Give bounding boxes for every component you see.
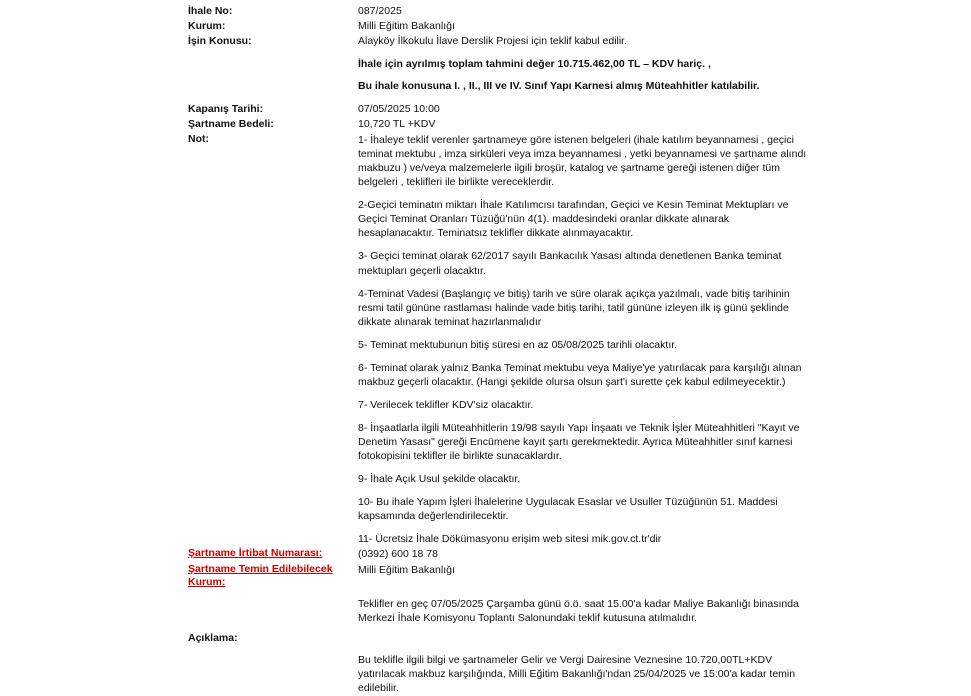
note-item: 2-Geçici teminatın miktarı İhale Katılımcısı tarafından, Geçici ve Kesin Teminat Mektupları ve Geçici Teminat Oranları Tüzüğü'nün 4(1). maddesindeki oranlar dikkate alınarak hesaplanacaktır. Teminatsız teklifler dikkate alınmayacaktır. <box>358 199 789 240</box>
notes-list <box>358 133 808 546</box>
field-row-not <box>188 133 808 546</box>
note-item: 8- İnşaatlarla ilgili Müteahhitlerin 19/98 sayılı Yapı İnşaatı ve Teknik İşler Müteahhitleri "Kayıt ve Denetim Yasası" gereği Encümene kayıt şartı gerekmektedir. Ayrıca Müteahhitler sınıf karnesi fotokopisini teklifler ile birlikte sunacaklardır. <box>358 422 800 463</box>
note-item: 10- Bu ihale Yapım İşleri İhalelerine Uygulacak Esaslar ve Usuller Tüzüğünün 51. Maddesi kapsamında değerlendirilecektir. <box>358 496 778 523</box>
field-row-kapanis-tarihi <box>188 103 808 117</box>
field-row-isin-konusu <box>188 35 808 49</box>
field-value: (0392) 600 18 78 <box>358 548 438 561</box>
field-label: İhale No: <box>188 5 233 17</box>
field-label: Kapanış Tarihi: <box>188 103 264 116</box>
note-item: 3- Geçici teminat olarak 62/2017 sayılı Bankacılık Yasası altında denetlenen Banka teminat mektupları geçerli olacaktır. <box>358 250 782 277</box>
tender-notice <box>188 5 808 696</box>
field-label-not: Not: <box>188 133 209 146</box>
field-value: 07/05/2025 10:00 <box>358 103 440 116</box>
note-item: 6- Teminat olarak yalnız Banka Teminat mektubu veya Maliye'ye yatırılacak para karşılığı alınan makbuz geçerli olacaktır. (Hangi şekilde olursa olsun şart'i surette çek kabul edilmeyecektir.) <box>358 361 802 388</box>
field-label: Şartname İrtibat Numarası: <box>188 547 323 560</box>
field-value: Bu teklifle ilgili bilgi ve şartnameler Gelir ve Vergi Dairesine Veznesine 10.720,00TL+KDV yatırılacak makbuz karşılığında, Milli Eğitim Bakanlığı'ndan 25/04/2025 ve 15:00'a kadar temin edilebilir. <box>358 654 796 695</box>
field-row-teklif-teslim <box>188 597 808 625</box>
field-row-aciklama <box>188 632 808 646</box>
note-item: 7- Verilecek teklifler KDV'siz olacaktır. <box>358 398 534 411</box>
field-row-sartname-bedeli <box>188 118 808 132</box>
field-row-kurum <box>188 20 808 34</box>
field-value: Teklifler en geç 07/05/2025 Çarşamba günü ö.ö. saat 15.00'a kadar Maliye Bakanlığı binasında Merkezi İhale Komisyonu Toplantı Salonundaki teklif kutusuna atılmalıdır. <box>358 598 799 625</box>
note-item: 1- İhaleye teklif verenler şartnameye göre istenen belgeleri (ihale katılım beyannamesi , geçici teminat mektubu , imza sirküleri veya imza beyannamesi , yetki beyannamesi ve şartname alındı makbuzu ) ve/veya malzemelerle ilgili broşür, katalog ve şartname gereği istenen diğer tüm belgeleri , teklifleri ile birlikte vereceklerdir. <box>358 134 807 189</box>
note-item: 4-Teminat Vadesi (Başlangıç ve bitiş) tarih ve süre olarak açıkça yazılmalı, vade bitiş tarihinin resmi tatil gününe rastlaması halinde vade bitiş tarihi, tatil gününe izleyen ilk iş günü şeklinde dikkate alınarak teminat hazırlanmalıdır <box>358 287 790 328</box>
tail-fields <box>188 547 808 695</box>
spacer <box>188 50 808 58</box>
field-label: Kurum: <box>188 19 226 32</box>
field-row-yapi-karnesi <box>188 80 808 94</box>
field-value: Bu ihale konusuna I. , II., III ve IV. Sınıf Yapı Karnesi almış Müteahhitler katılabilir. <box>358 80 760 93</box>
field-row-tahmini-deger <box>188 58 808 72</box>
field-value: Milli Eğitim Bakanlığı <box>358 563 455 576</box>
field-value: 10,720 TL +KDV <box>358 118 436 131</box>
field-value: İhale için ayrılmış toplam tahmini değer 10.715.462,00 TL – KDV hariç. , <box>358 57 711 70</box>
field-label: İşin Konusu: <box>188 34 252 47</box>
note-item: 5- Teminat mektubunun bitiş süresi en az 05/08/2025 tarihli olacaktır. <box>358 338 678 351</box>
field-row-ihale-no <box>188 5 808 19</box>
field-row-temin-kurum <box>188 563 808 591</box>
spacer <box>188 72 808 80</box>
field-value: 087/2025 <box>358 5 402 17</box>
field-label: Açıklama: <box>188 632 238 645</box>
field-label: Şartname Temin Edilebilecek Kurum: <box>188 562 333 589</box>
spacer <box>188 95 808 103</box>
field-label: Şartname Bedeli: <box>188 118 274 131</box>
note-item: 11- Ücretsiz İhale Dökümasyonu erişim web sitesi mik.gov.ct.tr'dir <box>358 533 662 546</box>
field-value: Alayköy İlkokulu İlave Derslik Projesi için teklif kabul edilir. <box>358 34 628 47</box>
field-row-irtibat-numarasi <box>188 547 808 561</box>
note-item: 9- İhale Açık Usul şekilde olacaktır. <box>358 473 521 486</box>
field-value: Milli Eğitim Bakanlığı <box>358 19 455 32</box>
field-row-aciklama-metni <box>188 653 808 695</box>
